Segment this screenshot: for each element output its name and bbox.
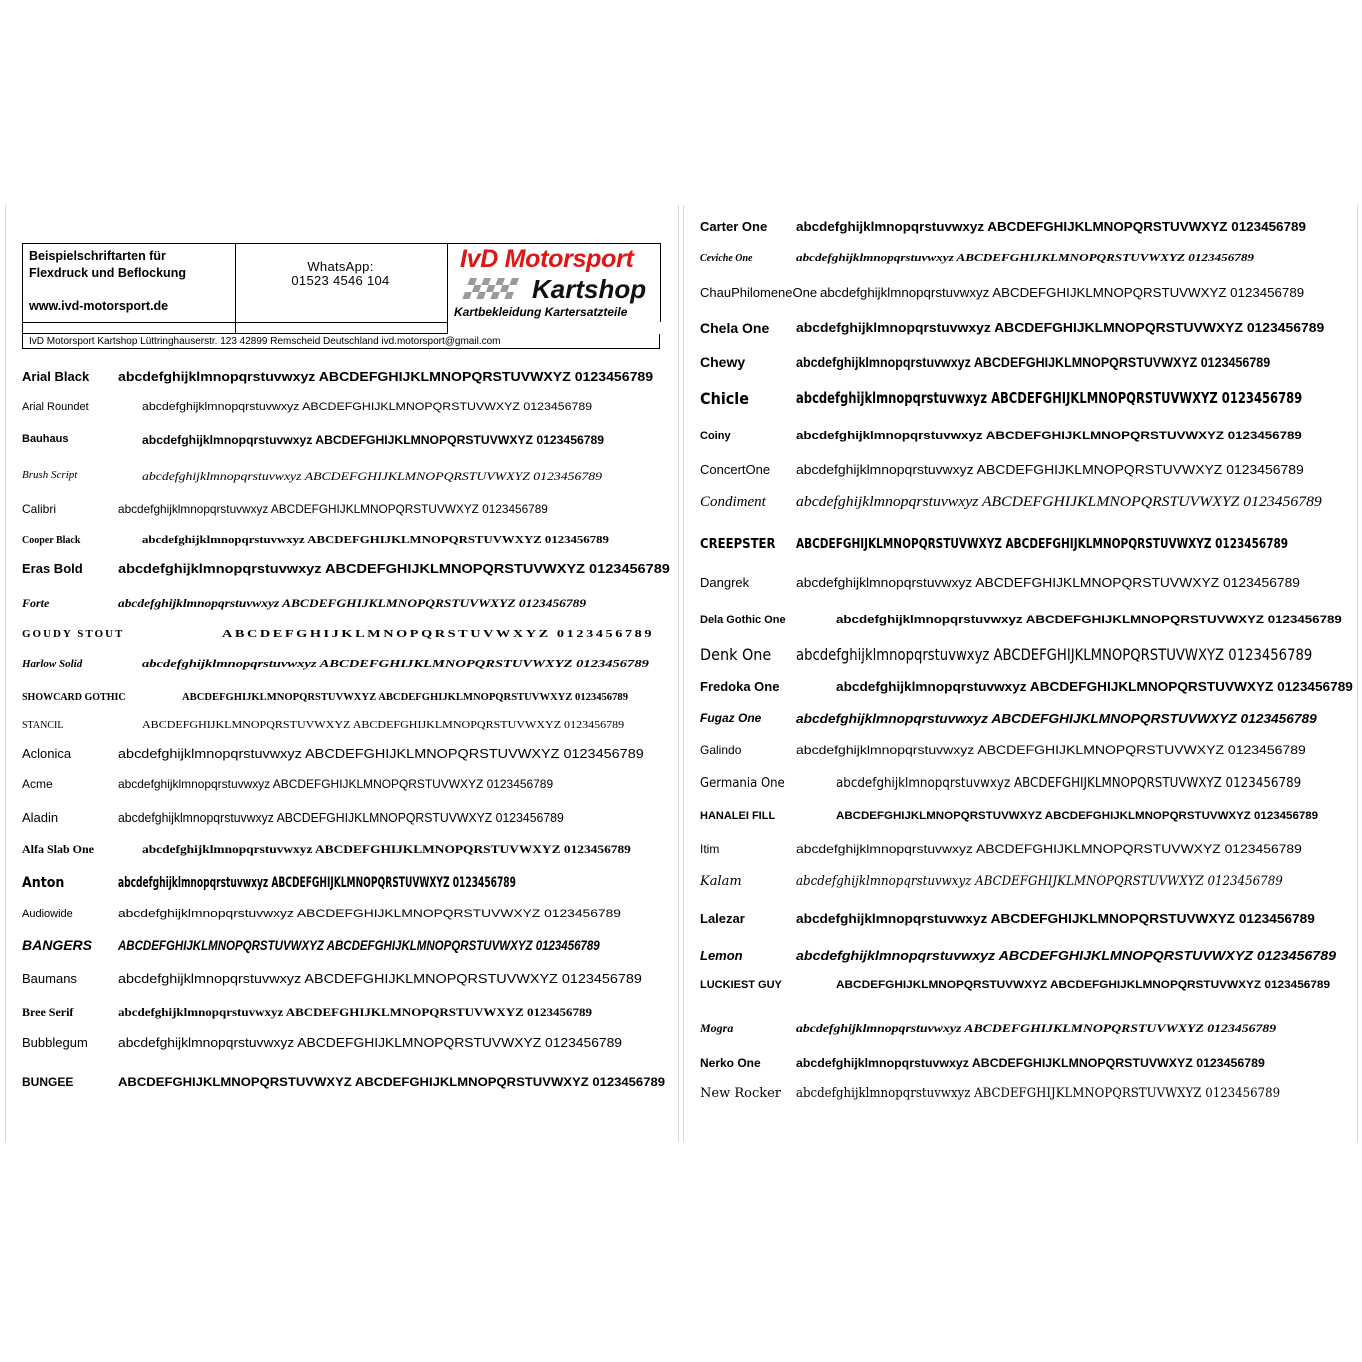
font-name: Dela Gothic One [700,614,786,626]
font-name: Dangrek [700,575,750,590]
font-sample-text: abcdefghijklmnopqrstuvwxyz ABCDEFGHIJKLMNOPQRSTUVWXYZ 0123456789 [836,679,1353,694]
font-sample-text: abcdefghijklmnopqrstuvwxyz ABCDEFGHIJKLMNOPQRSTUVWXYZ 0123456789 [796,354,1271,370]
whatsapp-number: 01523 4546 104 [291,273,390,288]
font-sample-text: abcdefghijklmnopqrstuvwxyz ABCDEFGHIJKLMNOPQRSTUVWXYZ 0123456789 [118,369,654,384]
font-sample-text: abcdefghijklmnopqrstuvwxyz ABCDEFGHIJKLMNOPQRSTUVWXYZ 0123456789 [796,743,1306,757]
logo-subtitle: Kartshop [532,274,647,304]
font-name: BUNGEE [22,1075,74,1089]
font-name: Aladin [22,810,59,825]
font-sample-text: abcdefghijklmnopqrstuvwxyz ABCDEFGHIJKLMNOPQRSTUVWXYZ 0123456789 [796,948,1337,963]
font-sample-text: abcdefghijklmnopqrstuvwxyz ABCDEFGHIJKLMNOPQRSTUVWXYZ 0123456789 [796,462,1304,477]
font-sample-text: abcdefghijklmnopqrstuvwxyz ABCDEFGHIJKLMNOPQRSTUVWXYZ 0123456789 [796,253,1255,264]
font-name: Harlow Solid [22,658,83,670]
font-sample-text: abcdefghijklmnopqrstuvwxyz ABCDEFGHIJKLMNOPQRSTUVWXYZ 0123456789 [796,911,1315,926]
font-sample-text: abcdefghijklmnopqrstuvwxyz ABCDEFGHIJKLMNOPQRSTUVWXYZ 0123456789 [118,746,644,761]
font-sample-text: ABCDEFGHIJKLMNOPQRSTUVWXYZ ABCDEFGHIJKLMNOPQRSTUVWXYZ 0123456789 [118,937,600,953]
font-name: Carter One [700,219,768,234]
font-sample-text: abcdefghijklmnopqrstuvwxyz ABCDEFGHIJKLMNOPQRSTUVWXYZ 0123456789 [836,614,1342,626]
header-title-line1: Beispielschriftarten für [29,249,166,263]
font-sample-text: abcdefghijklmnopqrstuvwxyz ABCDEFGHIJKLMNOPQRSTUVWXYZ 0123456789 [796,874,1283,889]
font-name: ChauPhilomeneOne [700,285,818,300]
right-page [683,205,1358,1142]
font-name: Anton [22,875,65,891]
font-name: Lemon [700,948,743,963]
whatsapp-cell [234,243,448,323]
font-name: Germania One [700,776,785,791]
font-name: CREEPSTER [700,537,776,552]
font-sample-text: abcdefghijklmnopqrstuvwxyz ABCDEFGHIJKLMNOPQRSTUVWXYZ 0123456789 [142,401,593,413]
header-table [22,243,660,351]
font-sample-text: abcdefghijklmnopqrstuvwxyz ABCDEFGHIJKLMNOPQRSTUVWXYZ 0123456789 [796,320,1325,335]
header-title-line2: Flexdruck und Beflockung [29,266,186,280]
font-sample-text: abcdefghijklmnopqrstuvwxyz ABCDEFGHIJKLMNOPQRSTUVWXYZ 0123456789 [142,658,649,670]
logo-cell [448,243,661,322]
font-name: Fredoka One [700,679,780,694]
font-name: Brush Script [22,469,78,481]
font-sample-text: abcdefghijklmnopqrstuvwxyz ABCDEFGHIJKLMNOPQRSTUVWXYZ 0123456789 [796,219,1306,234]
font-sample-text: abcdefghijklmnopqrstuvwxyz ABCDEFGHIJKLMNOPQRSTUVWXYZ 0123456789 [118,596,587,610]
address-line: IvD Motorsport Kartshop Lüttringhauserstr. 123 42899 Remscheid Deutschland ivd.motorsport@gmail.com [22,334,660,349]
font-name: Ceviche One [700,253,753,264]
font-sample-text: ABCDEFGHIJKLMNOPQRSTUVWXYZ ABCDEFGHIJKLMNOPQRSTUVWXYZ 0123456789 [796,537,1289,552]
font-sample-text: abcdefghijklmnopqrstuvwxyz ABCDEFGHIJKLMNOPQRSTUVWXYZ 0123456789 [118,971,642,986]
font-sample-text: ABCDEFGHIJKLMNOPQRSTUVWXYZ ABCDEFGHIJKLMNOPQRSTUVWXYZ 0123456789 [836,979,1331,991]
font-name: Itim [700,842,720,856]
left-page [5,205,679,1142]
font-sample-text: abcdefghijklmnopqrstuvwxyz ABCDEFGHIJKLMNOPQRSTUVWXYZ 0123456789 [118,561,670,576]
font-name: ConcertOne [700,462,771,477]
font-name: Calibri [22,502,57,516]
font-sample-text: abcdefghijklmnopqrstuvwxyz ABCDEFGHIJKLMNOPQRSTUVWXYZ 0123456789 [142,469,603,483]
font-sample-text: abcdefghijklmnopqrstuvwxyz ABCDEFGHIJKLMNOPQRSTUVWXYZ 0123456789 [118,1035,623,1050]
font-sample-text: abcdefghijklmnopqrstuvwxyz ABCDEFGHIJKLMNOPQRSTUVWXYZ 0123456789 [796,1086,1281,1101]
header-empty-cell [234,321,448,334]
font-sample-text: abcdefghijklmnopqrstuvwxyz ABCDEFGHIJKLMNOPQRSTUVWXYZ 0123456789 [796,711,1317,726]
font-sample-text: abcdefghijklmnopqrstuvwxyz ABCDEFGHIJKLMNOPQRSTUVWXYZ 0123456789 [118,810,564,825]
font-name: Mogra [700,1021,734,1035]
font-name: Nerko One [700,1056,761,1070]
font-name: Condiment [700,494,766,510]
font-sample-text: abcdefghijklmnopqrstuvwxyz ABCDEFGHIJKLMNOPQRSTUVWXYZ 0123456789 [796,575,1301,590]
font-sample-text: ABCDEFGHIJKLMNOPQRSTUVWXYZ ABCDEFGHIJKLMNOPQRSTUVWXYZ 0123456789 [836,810,1319,822]
logo-tagline: Kartbekleidung Kartersatzteile [454,305,628,319]
font-sample-text: abcdefghijklmnopqrstuvwxyz ABCDEFGHIJKLMNOPQRSTUVWXYZ 0123456789 [142,433,605,447]
font-name: Cooper Black [22,535,81,546]
header-title-cell [22,243,236,323]
font-name: Lalezar [700,911,745,926]
font-sample-text: ABCDEFGHIJKLMNOPQRSTUVWXYZ 0123456789 [222,628,655,640]
font-sample-text: abcdefghijklmnopqrstuvwxyz ABCDEFGHIJKLMNOPQRSTUVWXYZ 0123456789 [796,645,1313,664]
font-name: Audiowide [22,908,73,920]
font-name: Chewy [700,354,746,370]
font-name: New Rocker [700,1086,782,1101]
font-name: Arial Black [22,369,90,384]
font-name: Arial Roundet [22,401,89,413]
font-name: Kalam [700,874,742,889]
font-sample-text: ABCDEFGHIJKLMNOPQRSTUVWXYZ ABCDEFGHIJKLMNOPQRSTUVWXYZ 0123456789 [182,692,628,703]
logo-title: IvD Motorsport [460,245,634,273]
website-link[interactable]: www.ivd-motorsport.de [29,299,169,313]
font-name: Bauhaus [22,433,69,445]
font-sample-text: abcdefghijklmnopqrstuvwxyz ABCDEFGHIJKLMNOPQRSTUVWXYZ 0123456789 [118,502,548,516]
font-name: Forte [22,596,50,610]
font-sample-text: ABCDEFGHIJKLMNOPQRSTUVWXYZ ABCDEFGHIJKLMNOPQRSTUVWXYZ 0123456789 [118,1075,666,1089]
font-name: Aclonica [22,746,72,761]
font-sample-text: abcdefghijklmnopqrstuvwxyz ABCDEFGHIJKLMNOPQRSTUVWXYZ 0123456789 [796,389,1303,407]
font-name: Bubblegum [22,1035,88,1050]
font-sample-text: abcdefghijklmnopqrstuvwxyz ABCDEFGHIJKLMNOPQRSTUVWXYZ 0123456789 [796,1021,1277,1035]
font-sample-text: abcdefghijklmnopqrstuvwxyz ABCDEFGHIJKLMNOPQRSTUVWXYZ 0123456789 [118,1005,592,1019]
font-name: HANALEI FILL [700,810,776,822]
font-name: Denk One [700,645,772,664]
font-sample-text: ABCDEFGHIJKLMNOPQRSTUVWXYZ ABCDEFGHIJKLMNOPQRSTUVWXYZ 0123456789 [142,720,625,731]
font-sample-text: abcdefghijklmnopqrstuvwxyz ABCDEFGHIJKLMNOPQRSTUVWXYZ 0123456789 [796,494,1322,510]
font-name: Bree Serif [22,1005,74,1019]
font-sample-text: abcdefghijklmnopqrstuvwxyz ABCDEFGHIJKLMNOPQRSTUVWXYZ 0123456789 [142,842,631,856]
font-sample-text: abcdefghijklmnopqrstuvwxyz ABCDEFGHIJKLMNOPQRSTUVWXYZ 0123456789 [796,430,1302,442]
checkered-flag-icon [462,278,520,300]
font-name: Alfa Slab One [22,842,95,856]
header-empty-cell [22,321,236,334]
font-sample-text: abcdefghijklmnopqrstuvwxyz ABCDEFGHIJKLMNOPQRSTUVWXYZ 0123456789 [836,776,1302,791]
font-name: SHOWCARD GOTHIC [22,692,126,703]
font-sample-text: abcdefghijklmnopqrstuvwxyz ABCDEFGHIJKLMNOPQRSTUVWXYZ 0123456789 [118,908,621,920]
font-sample-text: abcdefghijklmnopqrstuvwxyz ABCDEFGHIJKLMNOPQRSTUVWXYZ 0123456789 [118,777,554,791]
font-name: Chicle [700,389,749,408]
font-name: Galindo [700,743,742,757]
font-sample-text: abcdefghijklmnopqrstuvwxyz ABCDEFGHIJKLMNOPQRSTUVWXYZ 0123456789 [796,842,1302,856]
font-sample-text: abcdefghijklmnopqrstuvwxyz ABCDEFGHIJKLMNOPQRSTUVWXYZ 0123456789 [796,1056,1265,1070]
whatsapp-label: WhatsApp: [307,259,374,274]
font-name: STANCIL [22,720,64,731]
font-name: Fugaz One [700,711,762,725]
font-name: BANGERS [22,937,93,953]
font-sample-text: abcdefghijklmnopqrstuvwxyz ABCDEFGHIJKLMNOPQRSTUVWXYZ 0123456789 [118,875,516,891]
font-name: Acme [22,777,53,791]
font-sample-text: abcdefghijklmnopqrstuvwxyz ABCDEFGHIJKLMNOPQRSTUVWXYZ 0123456789 [142,535,609,546]
font-name: Baumans [22,971,77,986]
font-name: Coiny [700,430,731,442]
font-name: GOUDY STOUT [22,628,125,640]
font-name: Chela One [700,320,770,336]
font-name: LUCKIEST GUY [700,979,782,991]
font-sample-text: abcdefghijklmnopqrstuvwxyz ABCDEFGHIJKLMNOPQRSTUVWXYZ 0123456789 [820,285,1305,300]
font-name: Eras Bold [22,561,83,576]
